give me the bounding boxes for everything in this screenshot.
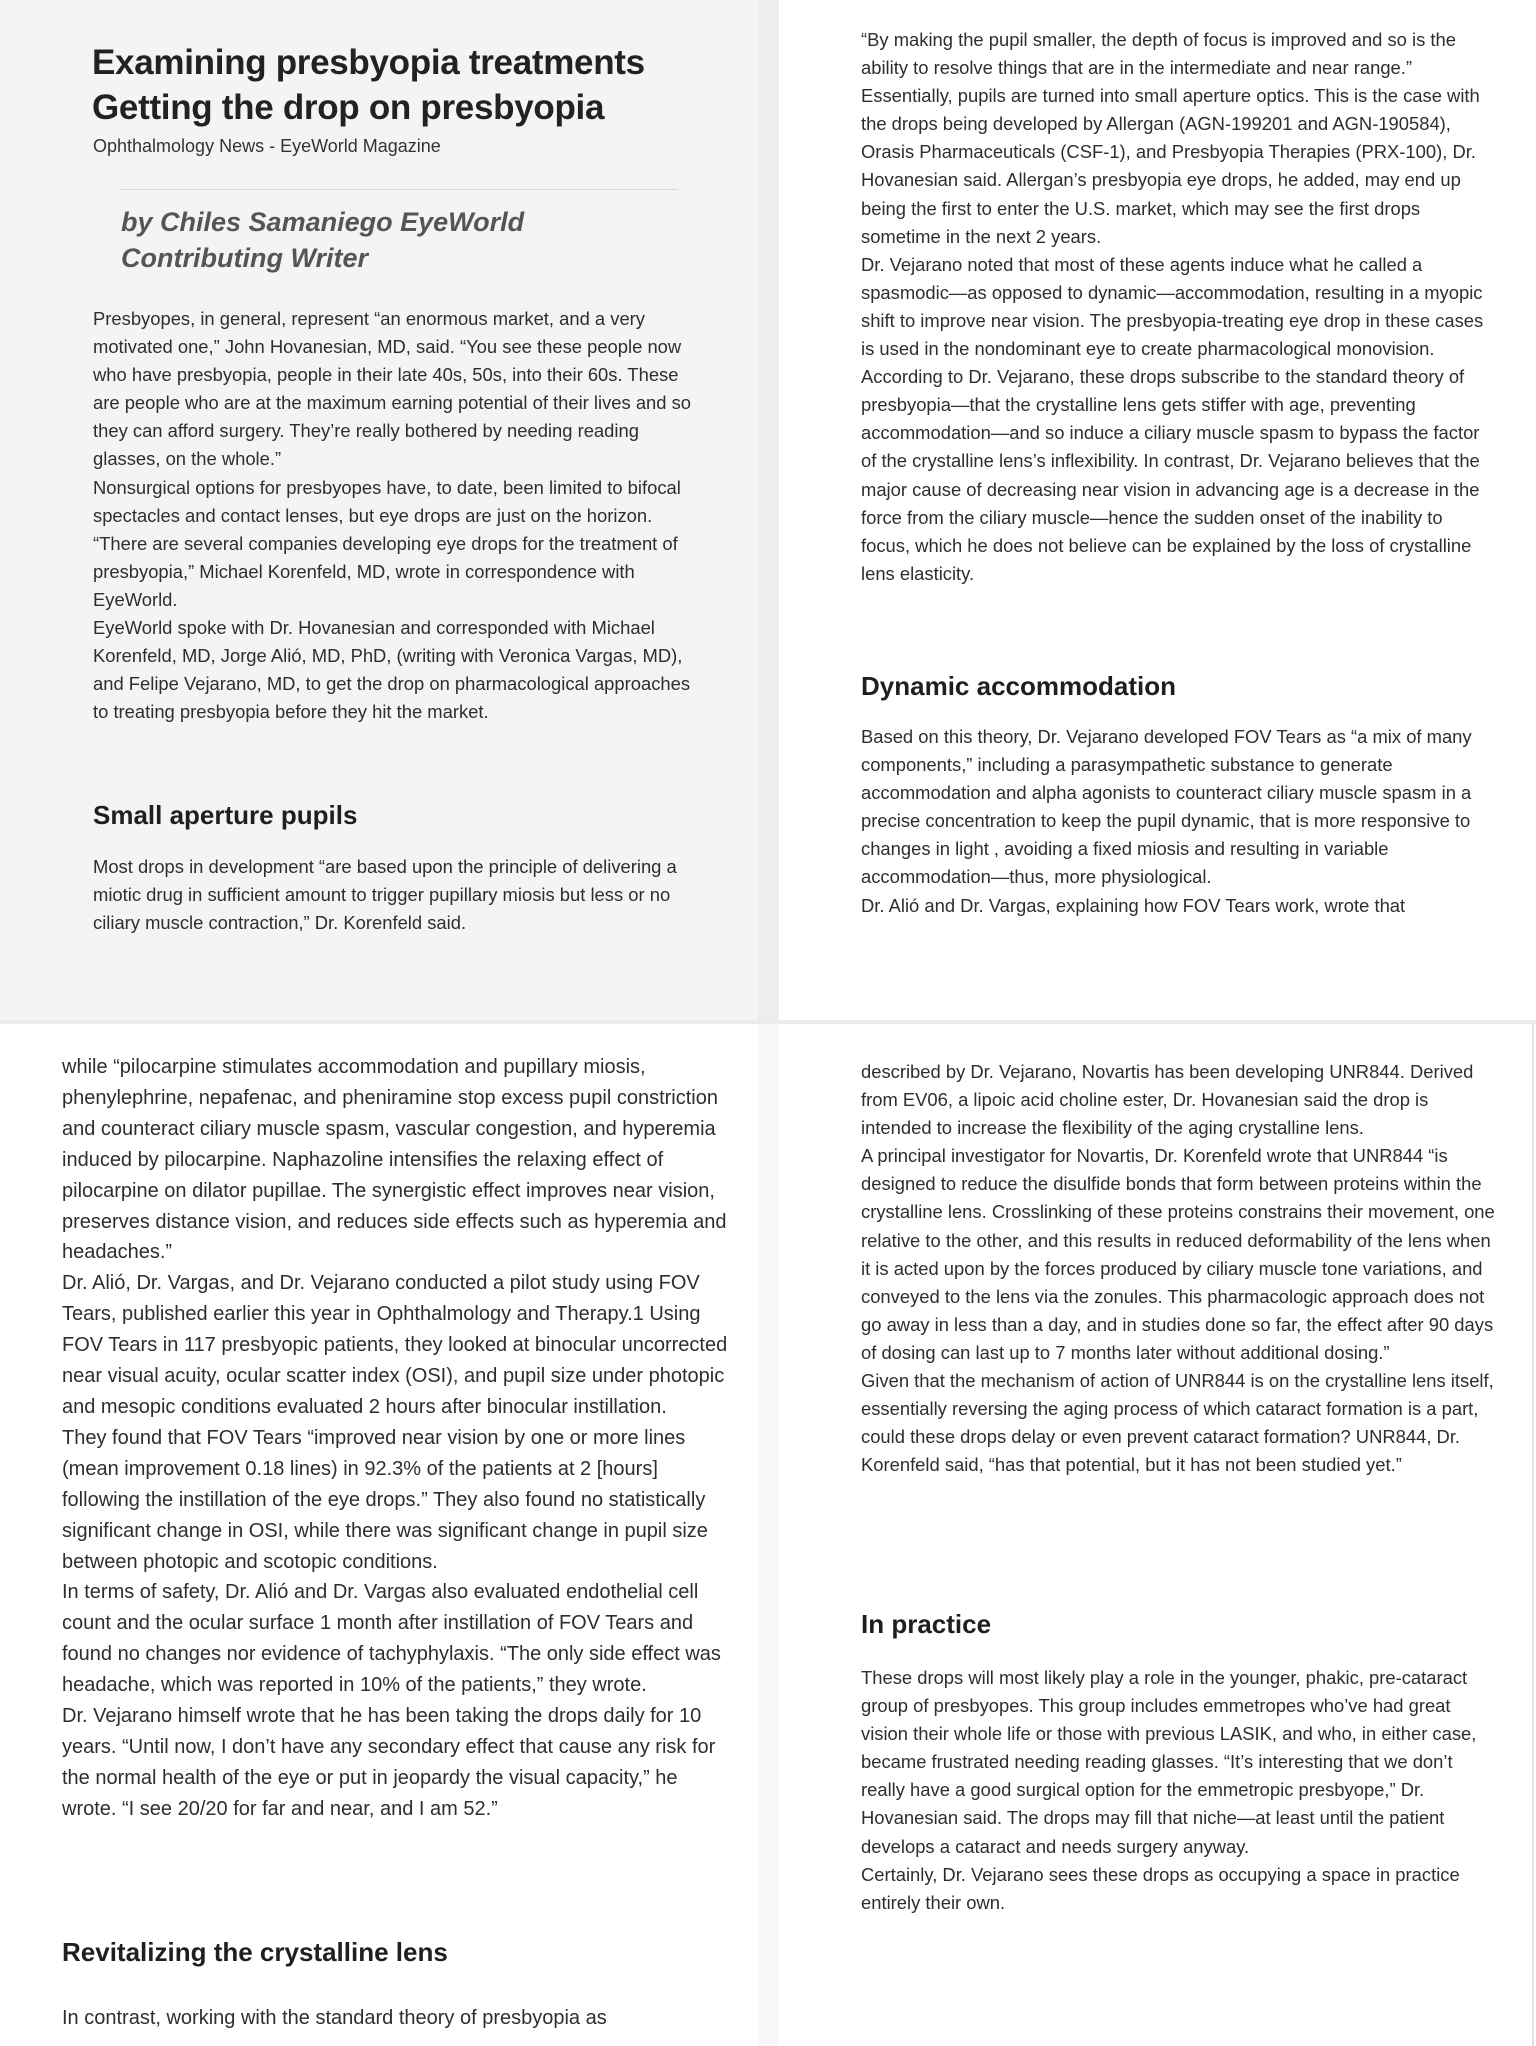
paragraph: Given that the mechanism of action of UNR844 is on the crystalline lens itself, essentially reversing the aging process of which cataract formation is a part, could these drops delay or even prevent cataract formation? UNR844, Dr. Korenfeld said, “has that potential, but it has not been studied yet.” [861,1370,1494,1476]
column-divider-top [758,0,779,1024]
paragraph: Based on this theory, Dr. Vejarano developed FOV Tears as “a mix of many components,” including a parasympathetic substance to generate accommodation and alpha agonists to counteract ciliary muscle spasm in a precise concentration to keep the pupil dynamic, that is more responsive to changes in light , avoiding a fixed miosis and resulting in variable accommodation—thus, more physiological. [861,726,1472,888]
title-line-1: Examining presbyopia treatments [92,43,645,82]
body-text [62,2003,732,2034]
separator-rule [120,189,678,190]
paragraph: Nonsurgical options for presbyopes have, to date, been limited to bifocal spectacles and contact lenses, but eye drops are just on the horizon. [93,476,681,526]
paragraph: “There are several companies developing eye drops for the treatment of presbyopia,” Michael Korenfeld, MD, wrote in correspondence with EyeWorld. [93,532,678,610]
paragraph: Most drops in development “are based upon the principle of delivering a miotic drug in sufficient amount to trigger pupillary miosis but less or no ciliary muscle contraction,” Dr. Korenfeld said. [93,856,677,934]
source-label: Ophthalmology News - EyeWorld Magazine [93,136,441,156]
body-text [861,723,1496,920]
section-heading: Small aperture pupils [93,800,358,830]
paragraph: Presbyopes, in general, represent “an enormous market, and a very motivated one,” John Hovanesian, MD, said. “You see these people now who have presbyopia, people in their late 40s, 50s, into their 60s. These are people who are at the maximum earning potential of their lives and so they can afford surgery. They’re really bothered by needing reading glasses, on the whole.” [93,308,692,470]
paragraph: Dr. Vejarano himself wrote that he has been taking the drops daily for 10 years. “Until now, I don’t have any secondary effect that cause any risk for the normal health of the eye or put in jeopardy the visual capacity,” he wrote. “I see 20/20 for far and near, and I am 52.” [62,1705,716,1820]
paragraph: described by Dr. Vejarano, Novartis has been developing UNR844. Derived from EV06, a lipoic acid choline ester, Dr. Hovanesian said the drop is intended to increase the flexibility of the aging crystalline lens. [861,1061,1474,1139]
byline-line-1: by Chiles Samaniego EyeWorld [121,207,525,237]
paragraph: Dr. Vejarano noted that most of these agents induce what he called a spasmodic—as opposed to dynamic—accommodation, resulting in a myopic shift to improve near vision. The presbyopia-treating eye drop in these cases is used in the nondominant eye to create pharmacological monovision. [861,253,1484,360]
paragraph: In contrast, working with the standard theory of presbyopia as [62,2007,607,2029]
paragraph: EyeWorld spoke with Dr. Hovanesian and corresponded with Michael Korenfeld, MD, Jorge Alió, MD, PhD, (writing with Veronica Vargas, MD), and Felipe Vejarano, MD, to get the drop on pharmacological approaches to treating presbyopia before they hit the market. [93,617,691,723]
body-text [861,1664,1496,1917]
body-text [93,305,693,726]
page-panel-4[interactable] [779,1024,1534,2046]
paragraph: “By making the pupil smaller, the depth of focus is improved and so is the ability to resolve things that are in the intermediate and near range.” Essentially, pupils are turned into small aperture optics. This is the case with the drops being developed by Allergan (AGN-199201 and AGN-190584), Orasis Pharmaceuticals (CSF-1), and Presbyopia Therapies (PRX-100), Dr. Hovanesian said. Allergan’s presbyopia eye drops, he added, may end up being the first to enter the U.S. market, which may see the first drops sometime in the next 2 years. [861,29,1480,247]
section-heading: In practice [861,1609,992,1639]
byline-line-2: Contributing Writer [121,243,368,273]
page-panel-3[interactable] [0,1024,758,2046]
paragraph: According to Dr. Vejarano, these drops subscribe to the standard theory of presbyopia—that the crystalline lens gets stiffer with age, preventing accommodation—and so induce a ciliary muscle spasm to bypass the factor of the crystalline lens’s inflexibility. In contrast, Dr. Vejarano believes that the major cause of decreasing near vision in advancing age is a decrease in the force from the ciliary muscle—hence the sudden onset of the inability to focus, which he does not believe can be explained by the loss of crystalline lens elasticity. [861,366,1480,584]
paragraph: Certainly, Dr. Vejarano sees these drops as occupying a space in practice entirely their own. [861,1863,1460,1913]
article-title [92,40,712,130]
body-text [93,853,693,937]
section-heading: Revitalizing the crystalline lens [62,1937,448,1967]
title-line-2: Getting the drop on presbyopia [92,88,605,127]
column-divider-bottom [758,1024,779,2046]
paragraph: while “pilocarpine stimulates accommodation and pupillary miosis, phenylephrine, nepafenac, and pheniramine stop excess pupil constriction and counteract ciliary muscle spasm, vascular congestion, and hyperemia induced by pilocarpine. Naphazoline intensifies the relaxing effect of pilocarpine on dilator pupillae. The synergistic effect improves near vision, preserves distance vision, and reduces side effects such as hyperemia and headaches.” [62,1056,727,1264]
page-panel-2[interactable] [779,0,1536,1020]
section-heading: Dynamic accommodation [861,671,1176,701]
body-text [861,26,1496,588]
paragraph: A principal investigator for Novartis, Dr. Korenfeld wrote that UNR844 “is designed to reduce the disulfide bonds that form between proteins within the crystalline lens. Crosslinking of these proteins constrains their movement, one relative to the other, and this results in reduced deformability of the lens when it is acted upon by the forces produced by ciliary muscle tone variations, and conveyed to the lens via the zonules. This pharmacologic approach does not go away in less than a day, and in studies done so far, the effect after 90 days of dosing can last up to 7 months later without additional dosing.” [861,1145,1495,1363]
paragraph: Dr. Alió and Dr. Vargas, explaining how FOV Tears work, wrote that [861,894,1406,916]
paragraph: These drops will most likely play a role in the younger, phakic, pre-cataract group of presbyopes. This group includes emmetropes who’ve had great vision their whole life or those with previous LASIK, and who, in either case, became frustrated needing reading glasses. “It’s interesting that we don’t really have a good surgical option for the emmetropic presbyope,” Dr. Hovanesian said. The drops may fill that niche—at least until the patient develops a cataract and needs surgery anyway. [861,1667,1477,1857]
paragraph: In terms of safety, Dr. Alió and Dr. Vargas also evaluated endothelial cell count and the ocular surface 1 month after instillation of FOV Tears and found no changes nor evidence of tachyphylaxis. “The only side effect was headache, which was reported in 10% of the patients,” they wrote. [62,1581,721,1697]
body-text [62,1052,732,1825]
body-text [861,1058,1496,1479]
paragraph: Dr. Alió, Dr. Vargas, and Dr. Vejarano conducted a pilot study using FOV Tears, published earlier this year in Ophthalmology and Therapy.1 Using FOV Tears in 117 presbyopic patients, they looked at binocular uncorrected near visual acuity, ocular scatter index (OSI), and pupil size under photopic and mesopic conditions evaluated 2 hours after binocular instillation. [62,1272,728,1418]
byline [121,204,641,276]
page-panel-1[interactable] [0,0,758,1020]
paragraph: They found that FOV Tears “improved near vision by one or more lines (mean improvement 0.18 lines) in 92.3% of the patients at 2 [hours] following the instillation of the eye drops.” They also found no statistically significant change in OSI, while there was significant change in pupil size between photopic and scotopic conditions. [62,1426,708,1573]
